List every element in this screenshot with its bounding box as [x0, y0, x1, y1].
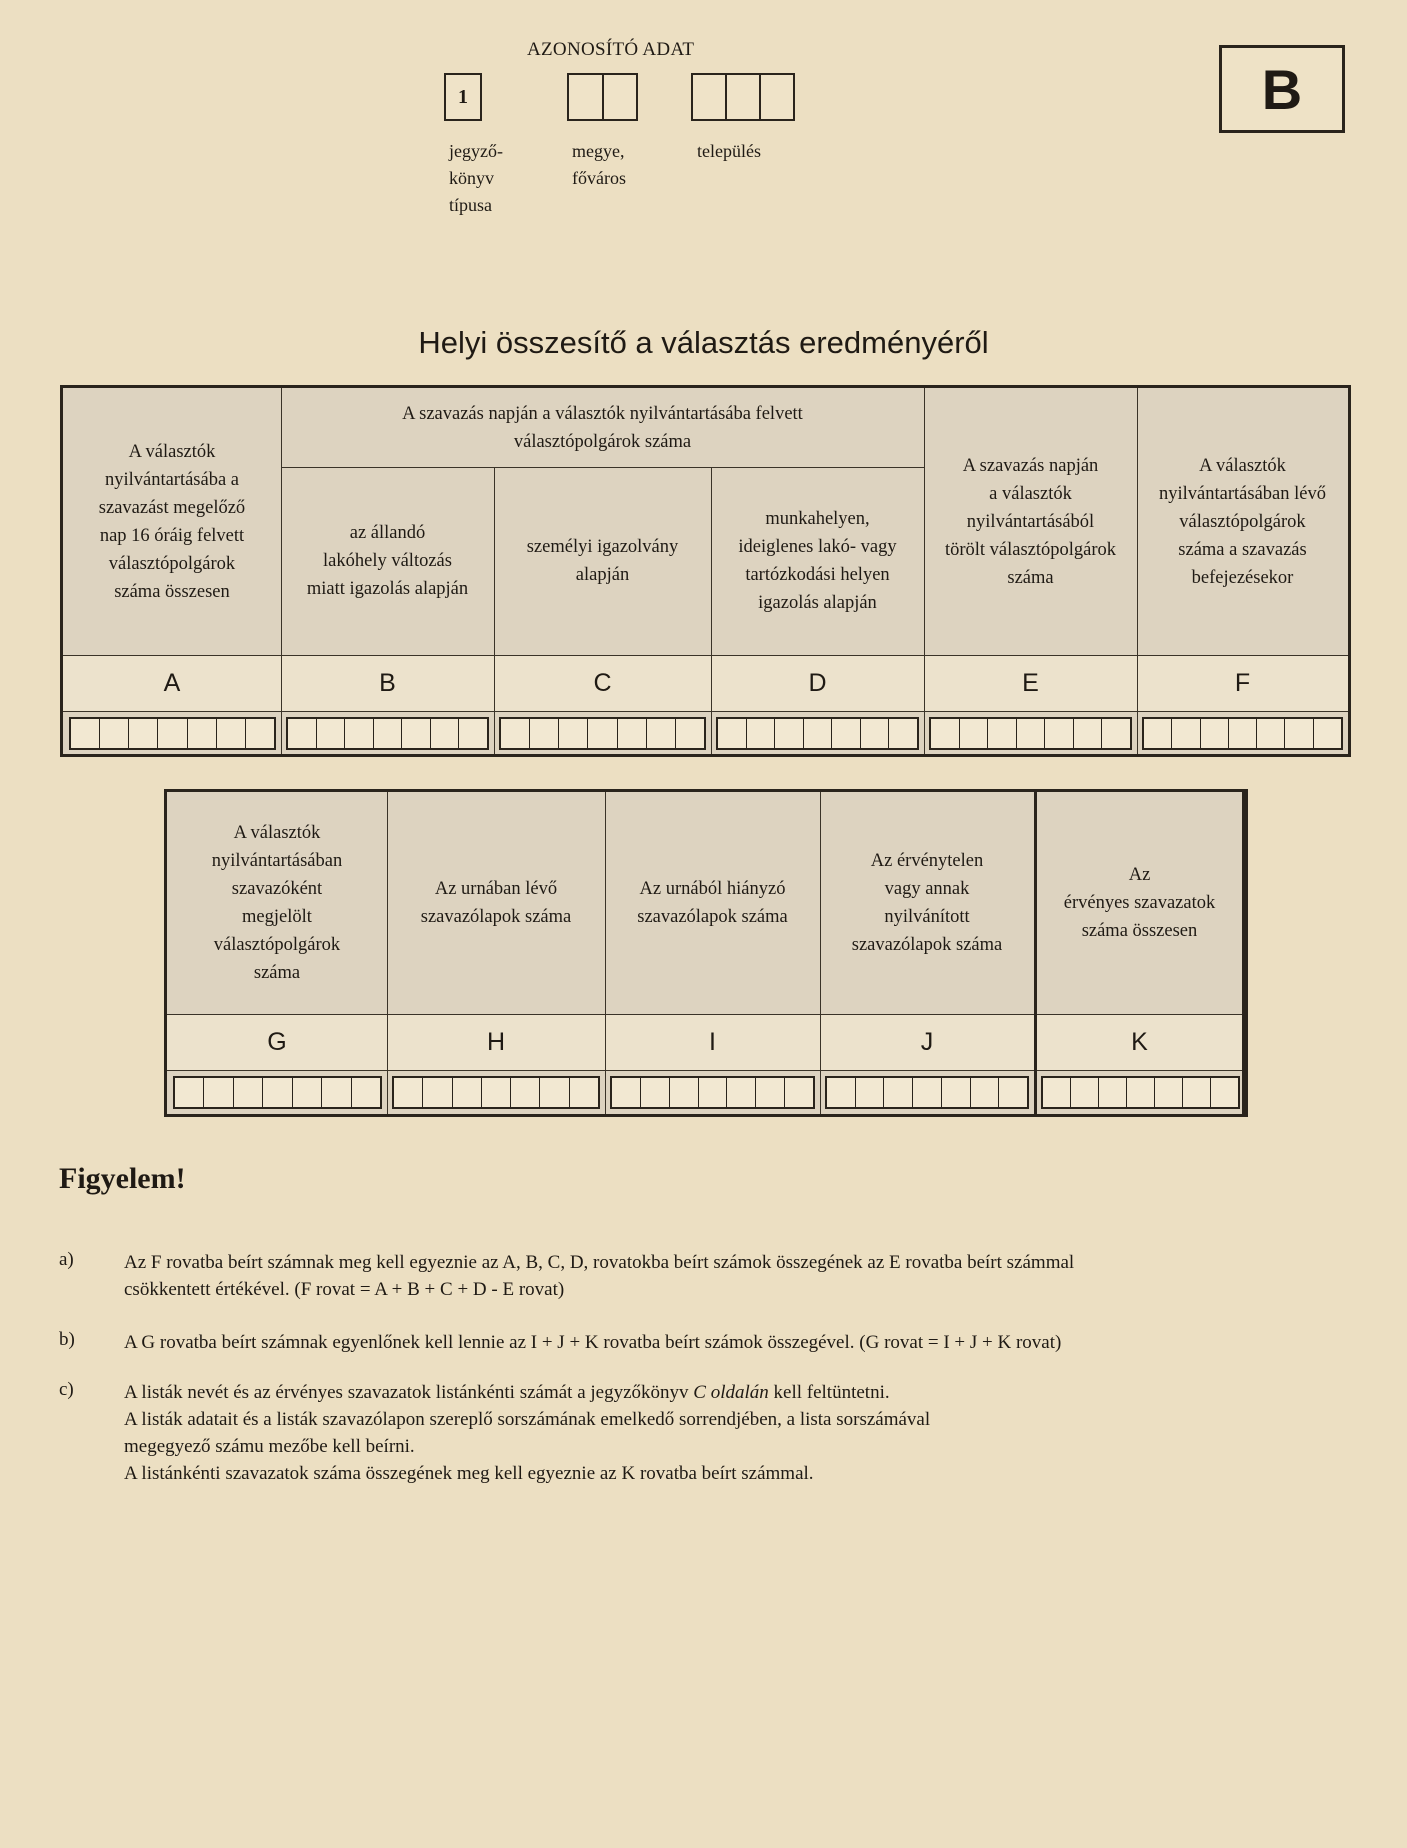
digit-cell[interactable]	[641, 1078, 670, 1107]
col-d-header: munkahelyen, ideiglenes lakó- vagy tartózkodási helyen igazolás alapján	[738, 509, 897, 613]
page-letter-box: B	[1219, 45, 1345, 133]
code-h: H	[486, 1028, 506, 1056]
note-c-line2: A listák adatait és a listák szavazólapon szereplő sorszámának emelkedő sorrendjében, a lista sorszámával	[124, 1409, 931, 1430]
digit-cell[interactable]	[501, 719, 530, 748]
note-c-line1-post: kell feltüntetni.	[768, 1382, 890, 1403]
digit-cell[interactable]	[913, 1078, 942, 1107]
code-g: G	[267, 1028, 287, 1056]
digit-cell[interactable]	[827, 1078, 856, 1107]
digit-cell[interactable]	[423, 1078, 452, 1107]
digit-cell[interactable]	[71, 719, 100, 748]
digit-cell[interactable]	[971, 1078, 1000, 1107]
digit-cell[interactable]	[1099, 1078, 1127, 1107]
digit-cell[interactable]	[785, 1078, 813, 1107]
digit-cell[interactable]	[374, 719, 403, 748]
code-f: F	[1234, 669, 1251, 697]
digit-cell[interactable]	[931, 719, 960, 748]
report-type-digit: 1	[458, 85, 468, 108]
digit-cell[interactable]	[188, 719, 217, 748]
group-header: A szavazás napján a választók nyilvántartásába felvett választópolgárok száma	[402, 403, 803, 452]
digit-cell[interactable]	[1102, 719, 1130, 748]
digit-cell[interactable]	[1257, 719, 1285, 748]
digit-cell[interactable]	[604, 75, 637, 119]
note-c-key: c)	[59, 1379, 74, 1400]
note-a	[124, 1249, 1354, 1303]
entry-e[interactable]	[929, 717, 1132, 750]
digit-cell[interactable]	[647, 719, 676, 748]
note-a-line2: csökkentett értékével. (F rovat = A + B + C + D - E rovat)	[124, 1279, 565, 1300]
digit-cell[interactable]	[884, 1078, 913, 1107]
digit-cell[interactable]	[727, 75, 761, 119]
digit-cell[interactable]	[832, 719, 861, 748]
digit-cell[interactable]	[453, 1078, 482, 1107]
digit-cell[interactable]	[588, 719, 617, 748]
digit-cell[interactable]	[1074, 719, 1103, 748]
digit-cell[interactable]	[459, 719, 487, 748]
note-c-line3: megegyező számu mezőbe kell beírni.	[124, 1436, 415, 1457]
summary-table-1	[60, 385, 1351, 757]
digit-cell[interactable]	[246, 719, 274, 748]
digit-cell[interactable]	[352, 1078, 380, 1107]
entry-j[interactable]	[825, 1076, 1029, 1109]
digit-cell[interactable]	[670, 1078, 699, 1107]
digit-cell[interactable]	[1155, 1078, 1183, 1107]
code-e: E	[1022, 669, 1039, 697]
entry-g[interactable]	[173, 1076, 382, 1109]
note-b-key: b)	[59, 1329, 75, 1350]
digit-cell[interactable]	[482, 1078, 511, 1107]
digit-cell[interactable]	[960, 719, 989, 748]
settlement-code-box[interactable]	[691, 73, 795, 121]
col-j-header: Az érvénytelen vagy annak nyilvánított szavazólapok száma	[851, 851, 1003, 955]
code-c: C	[593, 669, 612, 697]
digit-cell[interactable]	[1201, 719, 1229, 748]
digit-cell[interactable]	[100, 719, 129, 748]
digit-cell[interactable]	[999, 1078, 1027, 1107]
digit-cell[interactable]	[756, 1078, 785, 1107]
county-code-box[interactable]	[567, 73, 638, 121]
entry-k[interactable]	[1041, 1076, 1240, 1109]
digit-cell[interactable]	[569, 75, 604, 119]
digit-cell[interactable]	[618, 719, 647, 748]
digit-cell[interactable]	[1211, 1078, 1238, 1107]
digit-cell[interactable]	[317, 719, 346, 748]
note-c-line1	[124, 1379, 1354, 1406]
digit-cell[interactable]	[1144, 719, 1172, 748]
digit-cell[interactable]	[699, 1078, 728, 1107]
digit-cell[interactable]	[988, 719, 1017, 748]
digit-cell[interactable]	[288, 719, 317, 748]
entry-f[interactable]	[1142, 717, 1343, 750]
digit-cell[interactable]	[747, 719, 776, 748]
digit-cell[interactable]	[540, 1078, 569, 1107]
digit-cell[interactable]	[1285, 719, 1313, 748]
digit-cell[interactable]	[889, 719, 917, 748]
digit-cell[interactable]	[175, 1078, 204, 1107]
note-b	[124, 1329, 1354, 1356]
entry-h[interactable]	[392, 1076, 600, 1109]
code-j: J	[920, 1028, 934, 1056]
digit-cell[interactable]	[345, 719, 374, 748]
digit-cell[interactable]	[693, 75, 727, 119]
col-g-header: A választók nyilvántartásában szavazóként megjelölt választópolgárok száma	[211, 823, 343, 983]
digit-cell[interactable]	[1229, 719, 1257, 748]
col-k-header: Az érvényes szavazatok száma összesen	[1063, 865, 1216, 941]
digit-cell[interactable]	[861, 719, 890, 748]
col-c-header: személyi igazolvány alapján	[526, 537, 679, 585]
note-a-key: a)	[59, 1249, 74, 1270]
entry-a[interactable]	[69, 717, 276, 750]
digit-cell[interactable]	[293, 1078, 322, 1107]
note-c-line4: A listánkénti szavazatok száma összegének meg kell egyeznie az K rovatba beírt számmal.	[124, 1463, 814, 1484]
summary-table-2	[164, 789, 1248, 1117]
code-d: D	[808, 669, 827, 697]
digit-cell[interactable]	[530, 719, 559, 748]
digit-cell[interactable]	[718, 719, 747, 748]
digit-cell[interactable]	[676, 719, 704, 748]
digit-cell[interactable]	[263, 1078, 292, 1107]
report-type-label: jegyző- könyv típusa	[449, 141, 503, 215]
digit-cell[interactable]	[1045, 719, 1074, 748]
note-a-line1: Az F rovatba beírt számnak meg kell egyeznie az A, B, C, D, rovatokba beírt számok összegének az E rovatba beírt számmal	[124, 1252, 1075, 1273]
digit-cell[interactable]	[217, 719, 246, 748]
digit-cell[interactable]	[1071, 1078, 1099, 1107]
digit-cell[interactable]	[234, 1078, 263, 1107]
digit-cell[interactable]	[942, 1078, 971, 1107]
county-label: megye, főváros	[572, 141, 626, 188]
note-c-line1-em: C oldalán	[693, 1382, 769, 1403]
digit-cell[interactable]	[129, 719, 158, 748]
code-a: A	[163, 669, 181, 697]
entry-c[interactable]	[499, 717, 706, 750]
digit-cell[interactable]	[1127, 1078, 1155, 1107]
digit-cell[interactable]	[727, 1078, 756, 1107]
code-k: K	[1131, 1028, 1148, 1056]
digit-cell[interactable]	[1043, 1078, 1071, 1107]
digit-cell[interactable]	[394, 1078, 423, 1107]
entry-i[interactable]	[610, 1076, 815, 1109]
digit-cell[interactable]	[612, 1078, 641, 1107]
digit-cell[interactable]	[856, 1078, 885, 1107]
digit-cell[interactable]	[804, 719, 833, 748]
digit-cell[interactable]	[1017, 719, 1046, 748]
code-b: B	[379, 669, 396, 697]
page-title: Helyi összesítő a választás eredményéről	[418, 325, 989, 360]
note-c-line1-pre: A listák nevét és az érvényes szavazatok listánkénti számát a jegyzőkönyv	[124, 1382, 694, 1403]
identifier-title: AZONOSÍTÓ ADAT	[527, 39, 695, 60]
entry-b[interactable]	[286, 717, 489, 750]
digit-cell[interactable]	[431, 719, 460, 748]
digit-cell[interactable]	[1314, 719, 1341, 748]
col-a-header: A választók nyilvántartásába a szavazást megelőző nap 16 óráig felvett választópolgárok száma összesen	[98, 441, 246, 602]
attention-heading: Figyelem!	[59, 1162, 186, 1195]
col-b-header: az állandó lakóhely változás miatt igazolás alapján	[306, 523, 469, 599]
digit-cell[interactable]	[322, 1078, 351, 1107]
digit-cell[interactable]	[402, 719, 431, 748]
col-f-header: A választók nyilvántartásában lévő választópolgárok száma a szavazás befejezésekor	[1159, 455, 1326, 588]
settlement-label: település	[697, 141, 761, 161]
digit-cell[interactable]	[204, 1078, 233, 1107]
digit-cell[interactable]	[775, 719, 804, 748]
note-b-line1: A G rovatba beírt számnak egyenlőnek kell lennie az I + J + K rovatba beírt számok összegével. (G rovat = I + J + K rovat)	[124, 1332, 1062, 1353]
digit-cell[interactable]	[559, 719, 588, 748]
digit-cell[interactable]	[761, 75, 793, 119]
entry-d[interactable]	[716, 717, 919, 750]
code-i: I	[709, 1028, 716, 1056]
col-i-header: Az urnából hiányzó szavazólapok száma	[637, 879, 788, 927]
digit-cell[interactable]	[158, 719, 187, 748]
note-c	[124, 1379, 1354, 1487]
col-h-header: Az urnában lévő szavazólapok száma	[420, 879, 572, 927]
digit-cell[interactable]	[570, 1078, 598, 1107]
report-type-box[interactable]	[444, 73, 482, 121]
col-e-header: A szavazás napján a választók nyilvántartásából törölt választópolgárok száma	[944, 455, 1117, 588]
digit-cell[interactable]	[1172, 719, 1200, 748]
digit-cell[interactable]	[1183, 1078, 1211, 1107]
digit-cell[interactable]	[511, 1078, 540, 1107]
